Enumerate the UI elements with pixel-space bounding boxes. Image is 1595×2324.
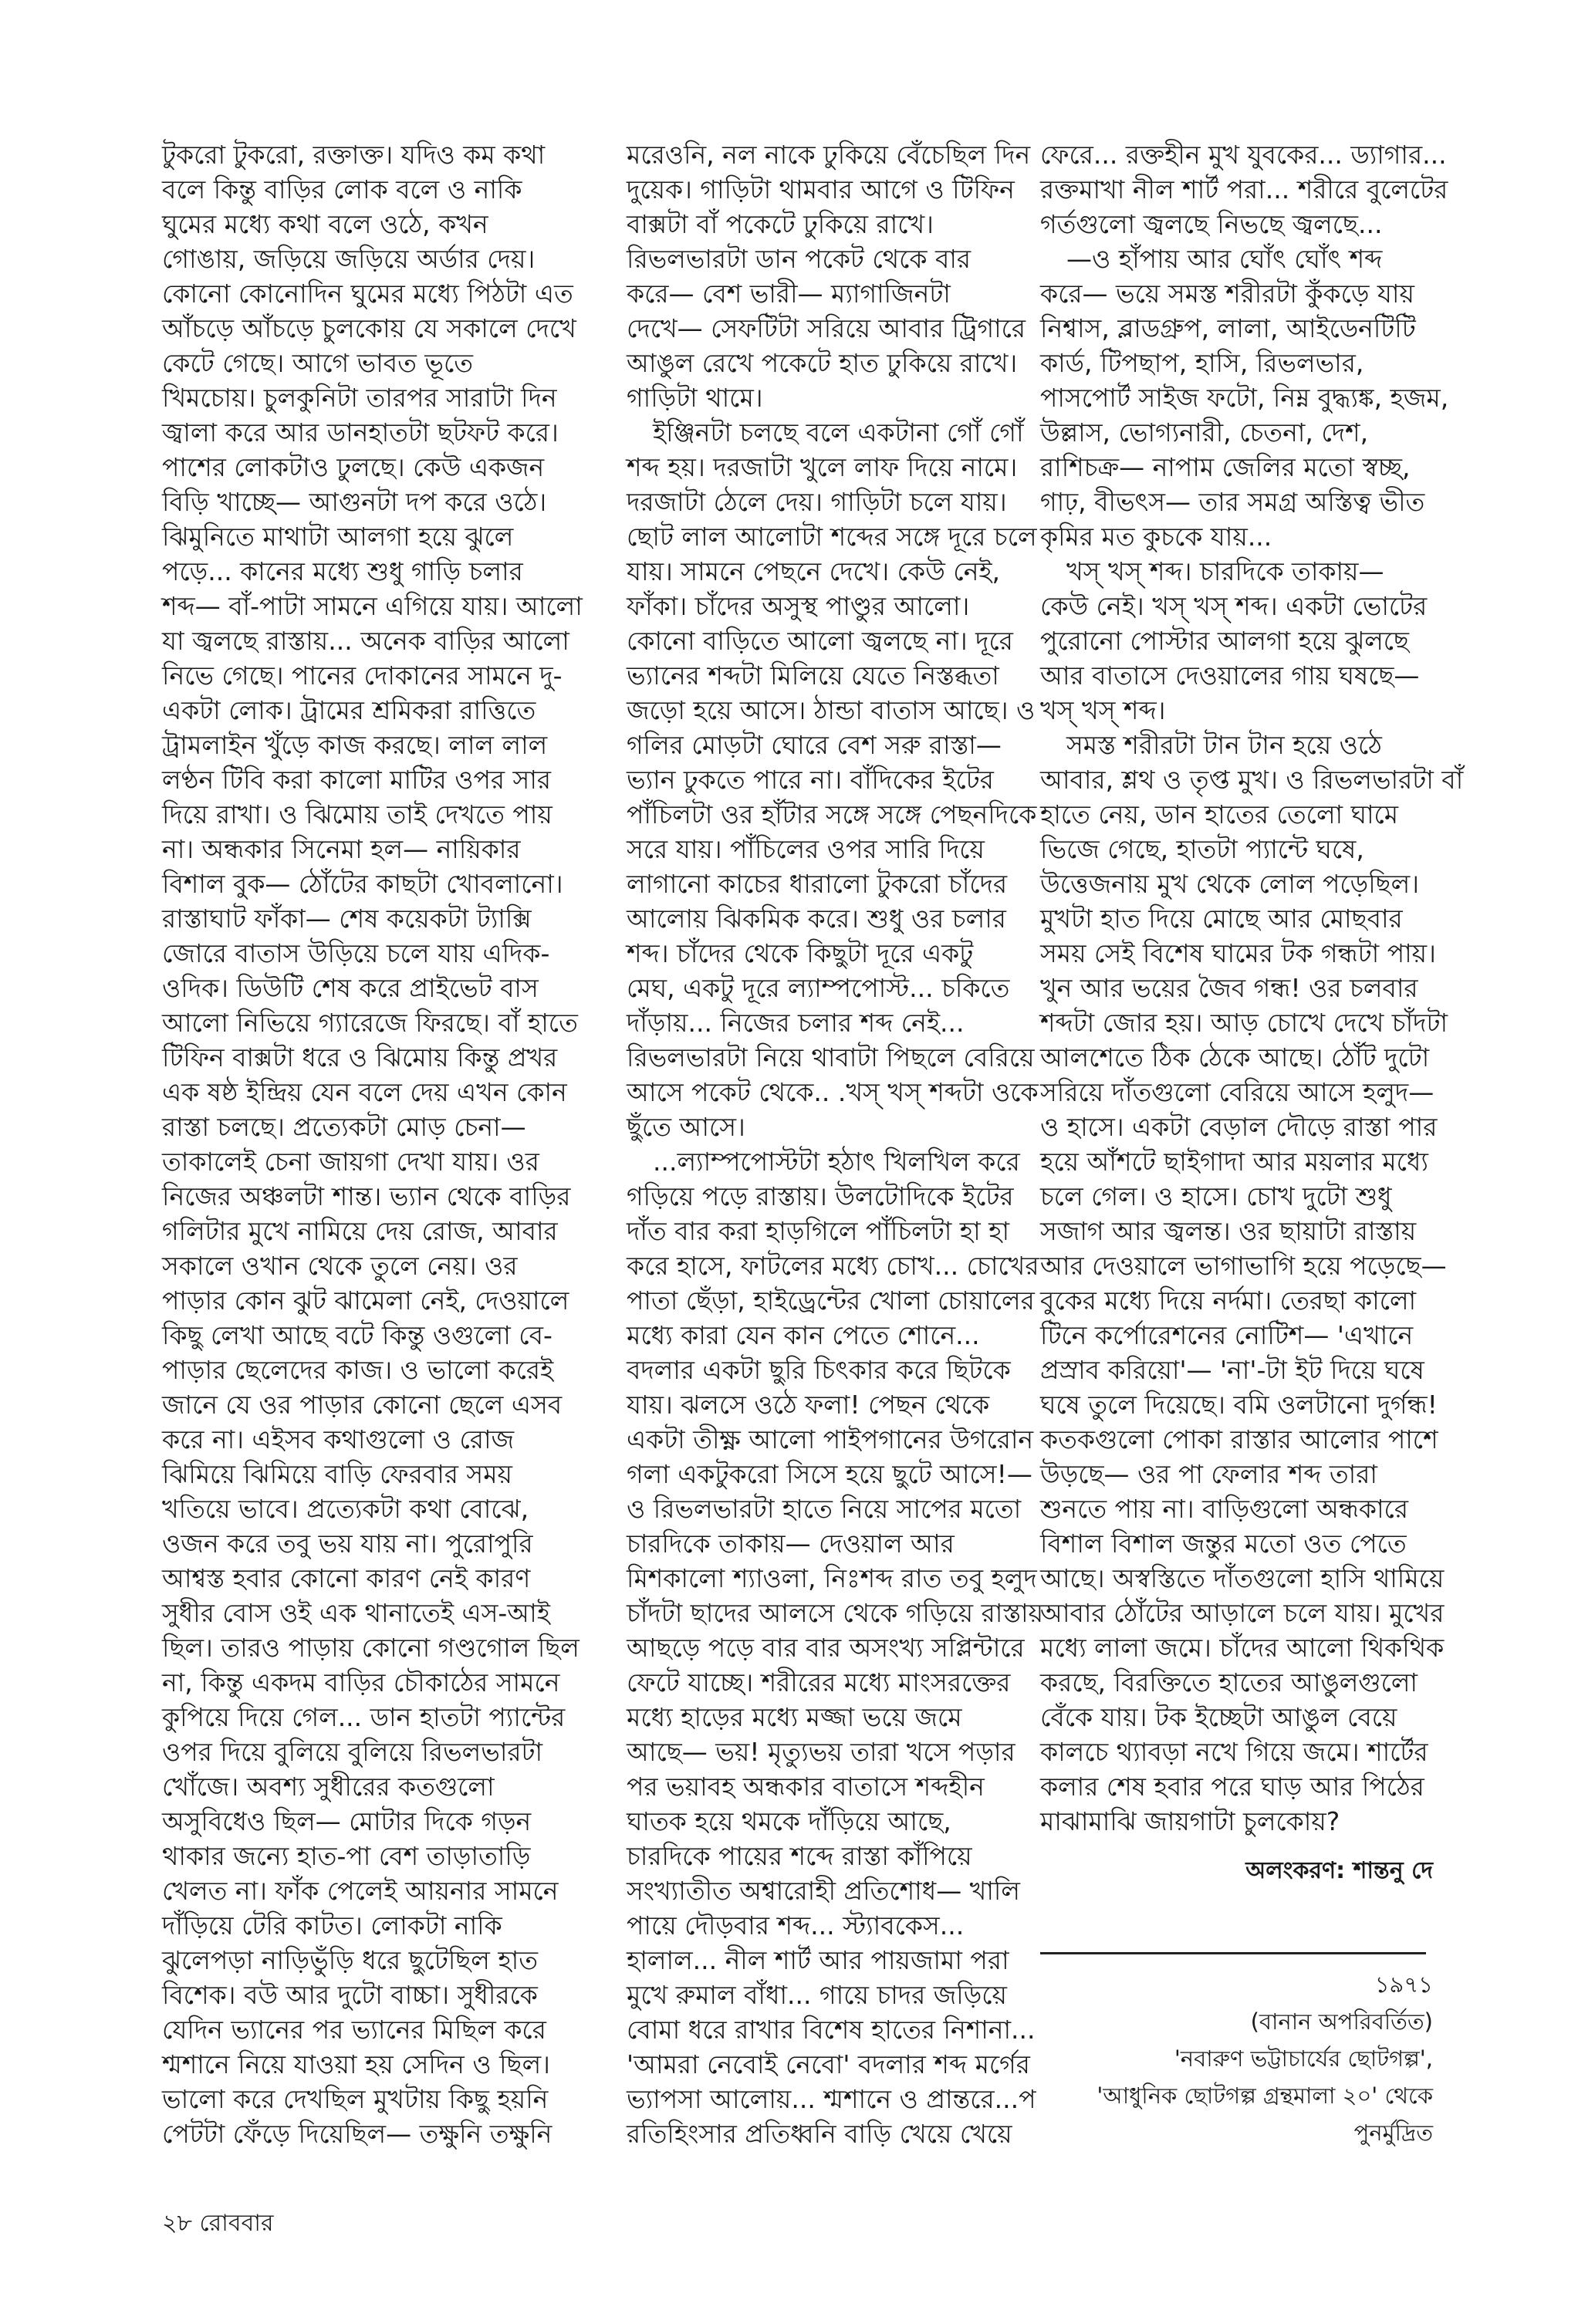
text-line: চারদিকে পায়ের শব্দে রাস্তা কাঁপিয়ে [627,1841,972,1871]
text-line: জোরে বাতাস উড়িয়ে চলে যায় এদিক- [162,938,550,968]
text-line: পাড়ার ছেলেদের কাজ। ও ভালো করেই [162,1355,554,1385]
text-line: মুখে রুমাল বাঁধা... গায়ে চাদর জড়িয়ে [627,1980,1007,2010]
text-line: ভালো করে দেখছিল মুখটায় কিছু হয়নি [162,2084,549,2114]
text-line: মধ্যে কারা যেন কান পেতে শোনে... [627,1320,980,1350]
text-line: পুরোনো পোস্টার আলগা হয়ে ঝুলছে [1040,626,1410,656]
paragraph [162,137,583,2151]
text-line: মধ্যে হাড়ের মধ্যে মজ্জা ভয়ে জমে [627,1702,962,1732]
text-line: সময় সেই বিশেষ ঘামের টক গন্ধটা পায়। [1040,938,1436,968]
text-line: পড়ে... কানের মধ্যে শুধু গাড়ি চলার [162,556,523,586]
text-line: ইঞ্জিনটা চলছে বলে একটানা গোঁ গোঁ [653,417,1024,448]
text-line: যায়। সামনে পেছনে দেখে। কেউ নেই, [627,556,1001,586]
text-line: খেলত না। ফাঁক পেলেই আয়নার সামনে [162,1876,559,1906]
text-line: টুকরো টুকরো, রক্তাক্ত। যদিও কম কথা [162,140,546,170]
text-line: ছুঁতে আসে। [627,1112,745,1142]
text-line: মধ্যে লালা জমে। চাঁদের আলো থিকথিক [1040,1633,1445,1663]
text-line: ও রিভলভারটা হাতে নিয়ে সাপের মতো [627,1494,1022,1524]
text-line: আছড়ে পড়ে বার বার অসংখ্য সপ্লিন্টারে [627,1633,1025,1663]
text-line: বোমা ধরে রাখার বিশেষ হাতের নিশানা... [627,2015,1036,2045]
text-line: শব্দ। চাঁদের থেকে কিছুটা দূরে একটু [627,938,974,968]
source-year: ১৯৭১ [1374,1971,1433,1998]
text-line: দাঁত বার করা হাড়গিলে পাঁচিলটা হা হা [627,1216,1010,1246]
text-line: আবার, শ্লথ ও তৃপ্ত মুখ। ও রিভলভারটা বাঁ [1040,765,1464,795]
text-line: অসুবিধেও ছিল— মোটার দিকে গড়ন [162,1806,532,1836]
source-book: 'নবারুণ ভট্টাচার্যের ছোটগল্প', [1174,2045,1433,2072]
text-line: কেটে গেছে। আগে ভাবত ভূতে [162,348,474,378]
paragraph [1040,728,1464,1839]
text-column-2 [627,137,1043,2151]
text-line: খুন আর ভয়ের জৈব গন্ধ! ওর চলবার [1040,973,1418,1003]
paragraph [1040,137,1457,242]
text-line: খিমচোয়। চুলকুনিটা তারপর সারাটা দিন [162,383,557,413]
text-line: বিশাল বিশাল জন্তুর মতো ওত পেতে [1040,1529,1407,1559]
text-line: পাঁচিলটা ওর হাঁটার সঙ্গে সঙ্গে পেছনদিকে [627,799,1037,829]
text-line: নিভে গেছে। পানের দোকানের সামনে দু- [162,660,563,691]
text-line: ফেটে যাচ্ছে। শরীরের মধ্যে মাংসরক্তের [627,1667,1011,1697]
text-line: করছে, বিরক্তিতে হাতের আঙুলগুলো [1040,1667,1418,1697]
text-line: কিছু লেখা আছে বটে কিন্তু ওগুলো বে- [162,1320,553,1350]
text-line: গড়িয়ে পড়ে রাস্তায়। উলটোদিকে ইটের [627,1181,1014,1211]
text-line: মাঝামাঝি জায়গাটা চুলকোয়? [1040,1806,1340,1836]
text-line: পাসপোর্ট সাইজ ফটো, নিম্ন বুদ্ধ্যঙ্ক, হজম, [1040,383,1449,413]
text-line: নিজের অঞ্চলটা শান্ত। ভ্যান থেকে বাড়ির [162,1181,571,1211]
text-line: কার্ড, টিপছাপ, হাসি, রিভলভার, [1040,348,1364,378]
paragraph [627,1144,1043,2151]
text-line: দরজাটা ঠেলে দেয়। গাড়িটা চলে যায়। [627,487,1007,517]
text-line: শব্দটা জোর হয়। আড় চোখে দেখে চাঁদটা [1040,1008,1448,1038]
text-line: ভ্যানের শব্দটা মিলিয়ে যেতে নিস্তব্ধতা [627,660,999,691]
text-line: একটা তীক্ষ্ণ আলো পাইপগানের উগরোন [627,1424,1034,1454]
text-line: আছে। অস্বস্তিতে দাঁতগুলো হাসি থামিয়ে [1040,1563,1445,1593]
text-line: আর দেওয়ালে ভাগাভাগি হয়ে পড়েছে— [1040,1251,1447,1281]
text-line: ওপর দিয়ে বুলিয়ে বুলিয়ে রিভলভারটা [162,1737,543,1767]
text-line: মরেওনি, নল নাকে ঢুকিয়ে বেঁচেছিল দিন [627,140,1031,170]
text-line: পায়ে দৌড়বার শব্দ... স্ট্যাবকেস... [627,1910,965,1941]
text-line: ও হাসে। একটা বেড়াল দৌড়ে রাস্তা পার [1040,1112,1438,1142]
text-line: চাঁদটা ছাদের আলসে থেকে গড়িয়ে রাস্তায় [627,1598,1044,1628]
illustration-credit: অলংকরণ: শান্তনু দে [1245,1857,1433,1884]
text-line: আবার ঠোঁটের আড়ালে চলে যায়। মুখের [1040,1598,1445,1628]
text-line: রাস্তাঘাট ফাঁকা— শেষ কয়েকটা ট্যাক্সি [162,904,532,934]
text-line: গর্তগুলো জ্বলছে নিভছে জ্বলছে... [1040,209,1383,239]
text-line: পাতা ছেঁড়া, হাইড্রেন্টের খোলা চোয়ালের [627,1285,1035,1316]
paragraph [1040,554,1457,728]
text-line: কতকগুলো পোকা রাস্তার আলোর পাশে [1040,1424,1438,1454]
text-line: যায়। ঝলসে ওঠে ফলা! পেছন থেকে [627,1390,990,1420]
text-line: না, কিন্তু একদম বাড়ির চৌকাঠের সামনে [162,1667,560,1697]
text-line: কেউ নেই। খস্ খস্ শব্দ। একটা ভোটের [1040,591,1428,621]
text-line: ঘষে তুলে দিয়েছে। বমি ওলটানো দুর্গন্ধ! [1040,1390,1438,1420]
text-line: কুপিয়ে দিয়ে গেল... ডান হাতটা প্যান্টের [162,1702,566,1732]
text-line: কৃমির মত কুচকে যায়... [1040,522,1272,552]
text-line: রতিহিংসার প্রতিধ্বনি বাড়ি খেয়ে খেয়ে [627,2119,1012,2149]
text-line: লাগানো কাচের ধারালো টুকরো চাঁদের [627,869,1008,899]
text-line: যা জ্বলছে রাস্তায়... অনেক বাড়ির আলো [162,626,569,656]
text-line: ভিজে গেছে, হাতটা প্যান্টে ঘষে, [1040,834,1364,864]
text-line: কোনো বাড়িতে আলো জ্বলছে না। দূরে [627,626,1013,656]
text-line: সংখ্যাতীত অশ্বারোহী প্রতিশোধ— খালি [627,1876,1020,1906]
divider-rule [1040,1952,1426,1954]
text-line: না। অন্ধকার সিনেমা হল— নায়িকার [162,834,521,864]
text-line: কালচে থ্যাবড়া নখে গিয়ে জমে। শার্টের [1040,1737,1428,1767]
text-line: জড়ো হয়ে আসে। ঠান্ডা বাতাস আছে। ও [627,695,1036,725]
text-line: ওজন করে তবু ভয় যায় না। পুরোপুরি [162,1529,533,1559]
text-line: ফাঁকা। চাঁদের অসুস্থ পাণ্ডুর আলো। [627,591,970,621]
paragraph [627,415,1043,1144]
text-line: ঝিমিয়ে ঝিমিয়ে বাড়ি ফেরবার সময় [162,1459,512,1489]
text-line: ছোট লাল আলোটা শব্দের সঙ্গে দূরে চলে [627,522,1037,552]
text-line: মেঘ, একটু দূরে ল্যাম্পপোস্ট... চকিতে [627,973,1010,1003]
text-line: ছিল। তারও পাড়ায় কোনো গণ্ডগোল ছিল [162,1633,580,1663]
text-line: গলা একটুকরো সিসে হয়ে ছুটে আসে!— [627,1459,1032,1489]
text-line: রক্তমাখা নীল শার্ট পরা... শরীরে বুলেটের [1040,174,1448,204]
text-line: খস্ খস্ শব্দ। চারদিকে তাকায়— [1066,556,1384,586]
text-line: —ও হাঁপায় আর ঘোঁৎ ঘোঁৎ শব্দ [1066,244,1383,274]
text-line: সকালে ওখান থেকে তুলে নেয়। ওর [162,1251,518,1281]
text-line: হালাল... নীল শার্ট আর পায়জামা পরা [627,1945,1009,1975]
text-line: বিশেক। বউ আর দুটো বাচ্চা। সুধীরকে [162,1980,538,2010]
text-line: উল্লাস, ভোগ্যনারী, চেতনা, দেশ, [1040,417,1369,448]
text-line: রাশিচক্র— নাপাম জেলির মতো স্বচ্ছ, [1040,452,1411,482]
source-reprinted: পুনর্মুদ্রিত [1353,2120,1433,2146]
text-line: রিভলভারটা নিয়ে থাবাটা পিছলে বেরিয়ে [627,1042,1035,1072]
text-line: কলার শেষ হবার পরে ঘাড় আর পিঠের [1040,1772,1424,1802]
text-line: ঝিমুনিতে মাথাটা আলগা হয়ে ঝুলে [162,522,514,552]
text-line: খতিয়ে ভাবে। প্রত্যেকটা কথা বোঝে, [162,1494,529,1524]
text-line: দেখে— সেফটিটা সরিয়ে আবার ট্রিগারে [627,313,1026,343]
text-line: সরিয়ে দাঁতগুলো বেরিয়ে আসে হলুদ— [1040,1077,1434,1107]
text-line: খস্ খস্ শব্দ। [1040,695,1166,725]
text-line: বলে কিন্তু বাড়ির লোক বলে ও নাকি [162,174,522,204]
text-line: করে হাসে, ফাটলের মধ্যে চোখ... চোখের [627,1251,1039,1281]
text-line: এক ষষ্ঠ ইন্দ্রিয় যেন বলে দেয় এখন কোন [162,1077,567,1107]
text-line: রাস্তা চলছে। প্রত্যেকটা মোড় চেনা— [162,1112,526,1142]
text-line: হয়ে আঁশটে ছাইগাদা আর ময়লার মধ্যে [1040,1147,1428,1177]
text-line: পর ভয়াবহ অন্ধকার বাতাসে শব্দহীন [627,1772,985,1802]
text-line: ঝুলেপড়া নাড়িভুঁড়ি ধরে ছুটেছিল হাত [162,1945,539,1975]
text-line: পাড়ার কোন ঝুট ঝামেলা নেই, দেওয়ালে [162,1285,569,1316]
text-line: শব্দ— বাঁ-পাটা সামনে এগিয়ে যায়। আলো [162,591,583,621]
text-line: শব্দ হয়। দরজাটা খুলে লাফ দিয়ে নামে। [627,452,1018,482]
paragraph [627,137,1043,415]
text-line: ভ্যান ঢুকতে পারে না। বাঁদিকের ইটের [627,765,994,795]
text-line: শুনতে পায় না। বাড়িগুলো অন্ধকারে [1040,1494,1408,1524]
text-line: তাকালেই চেনা জায়গা দেখা যায়। ওর [162,1147,539,1177]
text-line: করে— বেশ ভারী— ম্যাগাজিনটা [627,279,951,309]
text-line: আঙুল রেখে পকেটে হাত ঢুকিয়ে রাখে। [627,348,1018,378]
text-line: চারদিকে তাকায়— দেওয়াল আর [627,1529,955,1559]
text-line: পেটটা ফেঁড়ে দিয়েছিল— তক্ষুনি তক্ষুনি [162,2119,553,2149]
page-footer: ২৮ রোববার [162,2210,274,2237]
text-line: আশ্বস্ত হবার কোনো কারণ নেই কারণ [162,1563,531,1593]
text-line: মিশকালো শ্যাওলা, নিঃশব্দ রাত তবু হলুদ [627,1563,1037,1593]
text-column-3 [1040,137,1464,1839]
text-line: সরে যায়। পাঁচিলের ওপর সারি দিয়ে [627,834,985,864]
text-line: সুধীর বোস ওই এক থানাতেই এস-আই [162,1598,550,1628]
text-line: সজাগ আর জ্বলন্ত। ওর ছায়াটা রাস্তায় [1040,1216,1417,1246]
text-line: আঁচড়ে আঁচড়ে চুলকোয় যে সকালে দেখে [162,313,576,343]
text-line: বদলার একটা ছুরি চিৎকার করে ছিটকে [627,1355,1011,1385]
text-line: প্রস্রাব করিয়ো'— 'না'-টা ইট দিয়ে ঘষে [1040,1355,1424,1385]
text-column-1 [162,137,583,2151]
text-line: আলো নিভিয়ে গ্যারেজে ফিরছে। বাঁ হাতে [162,1008,578,1038]
text-line: ওদিক। ডিউটি শেষ করে প্রাইভেট বাস [162,973,539,1003]
text-line: জানে যে ওর পাড়ার কোনো ছেলে এসব [162,1390,563,1420]
text-line: বিশাল বুক— ঠোঁটের কাছটা খোবলানো। [162,869,563,899]
text-line: আছে— ভয়! মৃত্যুভয় তারা খসে পড়ার [627,1737,1015,1767]
text-line: বিড়ি খাচ্ছে— আগুনটা দপ করে ওঠে। [162,487,547,517]
text-line: আলোয় ঝিকমিক করে। শুধু ওর চলার [627,904,1006,934]
text-line: ফেরে... রক্তহীন মুখ যুবকের... ড্যাগার... [1040,140,1447,170]
text-line: গলিটার মুখে নামিয়ে দেয় রোজ, আবার [162,1216,558,1246]
text-line: দাঁড়িয়ে টেরি কাটত। লোকটা নাকি [162,1910,502,1941]
text-line: সমস্ত শরীরটা টান টান হয়ে ওঠে [1066,730,1382,760]
source-note [1097,1966,1433,2151]
text-line: ট্রামলাইন খুঁড়ে কাজ করছে। লাল লাল [162,730,548,760]
text-line: করে— ভয়ে সমস্ত শরীরটা কুঁকড়ে যায় [1040,279,1414,309]
text-line: টিফিন বাক্সটা ধরে ও ঝিমোয় কিন্তু প্রখর [162,1042,558,1072]
text-line: হাতে নেয়, ডান হাতের তেলো ঘামে [1040,799,1399,829]
text-line: বেঁকে যায়। টক ইচ্ছেটা আঙুল বেয়ে [1040,1702,1397,1732]
text-line: ঘুমের মধ্যে কথা বলে ওঠে, কখন [162,209,488,239]
text-line: দুয়েক। গাড়িটা থামবার আগে ও টিফিন [627,174,1015,204]
text-line: বুকের মধ্যে দিয়ে নর্দমা। তেরছা কালো [1040,1285,1417,1316]
text-line: টিনে কর্পোরেশনের নোটিশ— 'এখানে [1040,1320,1414,1350]
text-line: উত্তেজনায় মুখ থেকে লোল পড়েছিল। [1040,869,1420,899]
text-line: আসে পকেট থেকে.. .খস্ খস্ শব্দটা ওকে [627,1077,1039,1107]
text-line: জ্বালা করে আর ডানহাতটা ছটফট করে। [162,417,559,448]
text-line: শ্মশানে নিয়ে যাওয়া হয় সেদিন ও ছিল। [162,2049,550,2079]
text-line: পাশের লোকটাও ঢুলছে। কেউ একজন [162,452,545,482]
text-line: দিয়ে রাখা। ও ঝিমোয় তাই দেখতে পায় [162,799,553,829]
text-line: চলে গেল। ও হাসে। চোখ দুটো শুধু [1040,1181,1392,1211]
text-line: একটা লোক। ট্রামের শ্রমিকরা রাত্তিতে [162,695,536,725]
text-line: ঘাতক হয়ে থমকে দাঁড়িয়ে আছে, [627,1806,951,1836]
text-line: গাঢ়, বীভৎস— তার সমগ্র অস্তিত্ব ভীত [1040,487,1425,517]
text-line: 'আমরা নেবোই নেবো' বদলার শব্দ মর্গের [627,2049,1030,2079]
source-spelling-note: (বানান অপরিবর্তিত) [1250,2008,1433,2035]
text-line: উড়ছে— ওর পা ফেলার শব্দ তারা [1040,1459,1377,1489]
text-line: আর বাতাসে দেওয়ালের গায় ঘষছে— [1040,660,1420,691]
text-line: মুখটা হাত দিয়ে মোছে আর মোছবার [1040,904,1403,934]
text-line: কোনো কোনোদিন ঘুমের মধ্যে পিঠটা এত [162,279,573,309]
text-line: থাকার জন্যে হাত-পা বেশ তাড়াতাড়ি [162,1841,531,1871]
text-line: বাক্সটা বাঁ পকেটে ঢুকিয়ে রাখে। [627,209,934,239]
text-line: ...ল্যাম্পপোস্টটা হঠাৎ খিলখিল করে [653,1147,1020,1177]
text-line: লণ্ঠন টিবি করা কালো মাটির ওপর সার [162,765,552,795]
text-line: করে না। এইসব কথাগুলো ও রোজ [162,1424,515,1454]
text-line: নিশ্বাস, ব্লাডগ্রুপ, লালা, আইডেনটিটি [1040,313,1416,343]
paragraph [1040,242,1457,554]
text-line: রিভলভারটা ডান পকেট থেকে বার [627,244,972,274]
text-line: ভ্যাপসা আলোয়... শ্মশানে ও প্রান্তরে...প [627,2084,1036,2114]
text-line: খোঁজে। অবশ্য সুধীরের কতগুলো [162,1772,495,1802]
text-line: যেদিন ভ্যানের পর ভ্যানের মিছিল করে [162,2015,546,2045]
source-series: 'আধুনিক ছোটগল্প গ্রন্থমালা ২০' থেকে [1097,2082,1433,2109]
text-line: গলির মোড়টা ঘোরে বেশ সরু রাস্তা— [627,730,1002,760]
text-line: গোঙায়, জড়িয়ে জড়িয়ে অর্ডার দেয়। [162,244,536,274]
text-line: দাঁড়ায়... নিজের চলার শব্দ নেই... [627,1008,965,1038]
text-line: আলশেতে ঠিক ঠেকে আছে। ঠোঁট দুটো [1040,1042,1430,1072]
text-line: গাড়িটা থামে। [627,383,763,413]
